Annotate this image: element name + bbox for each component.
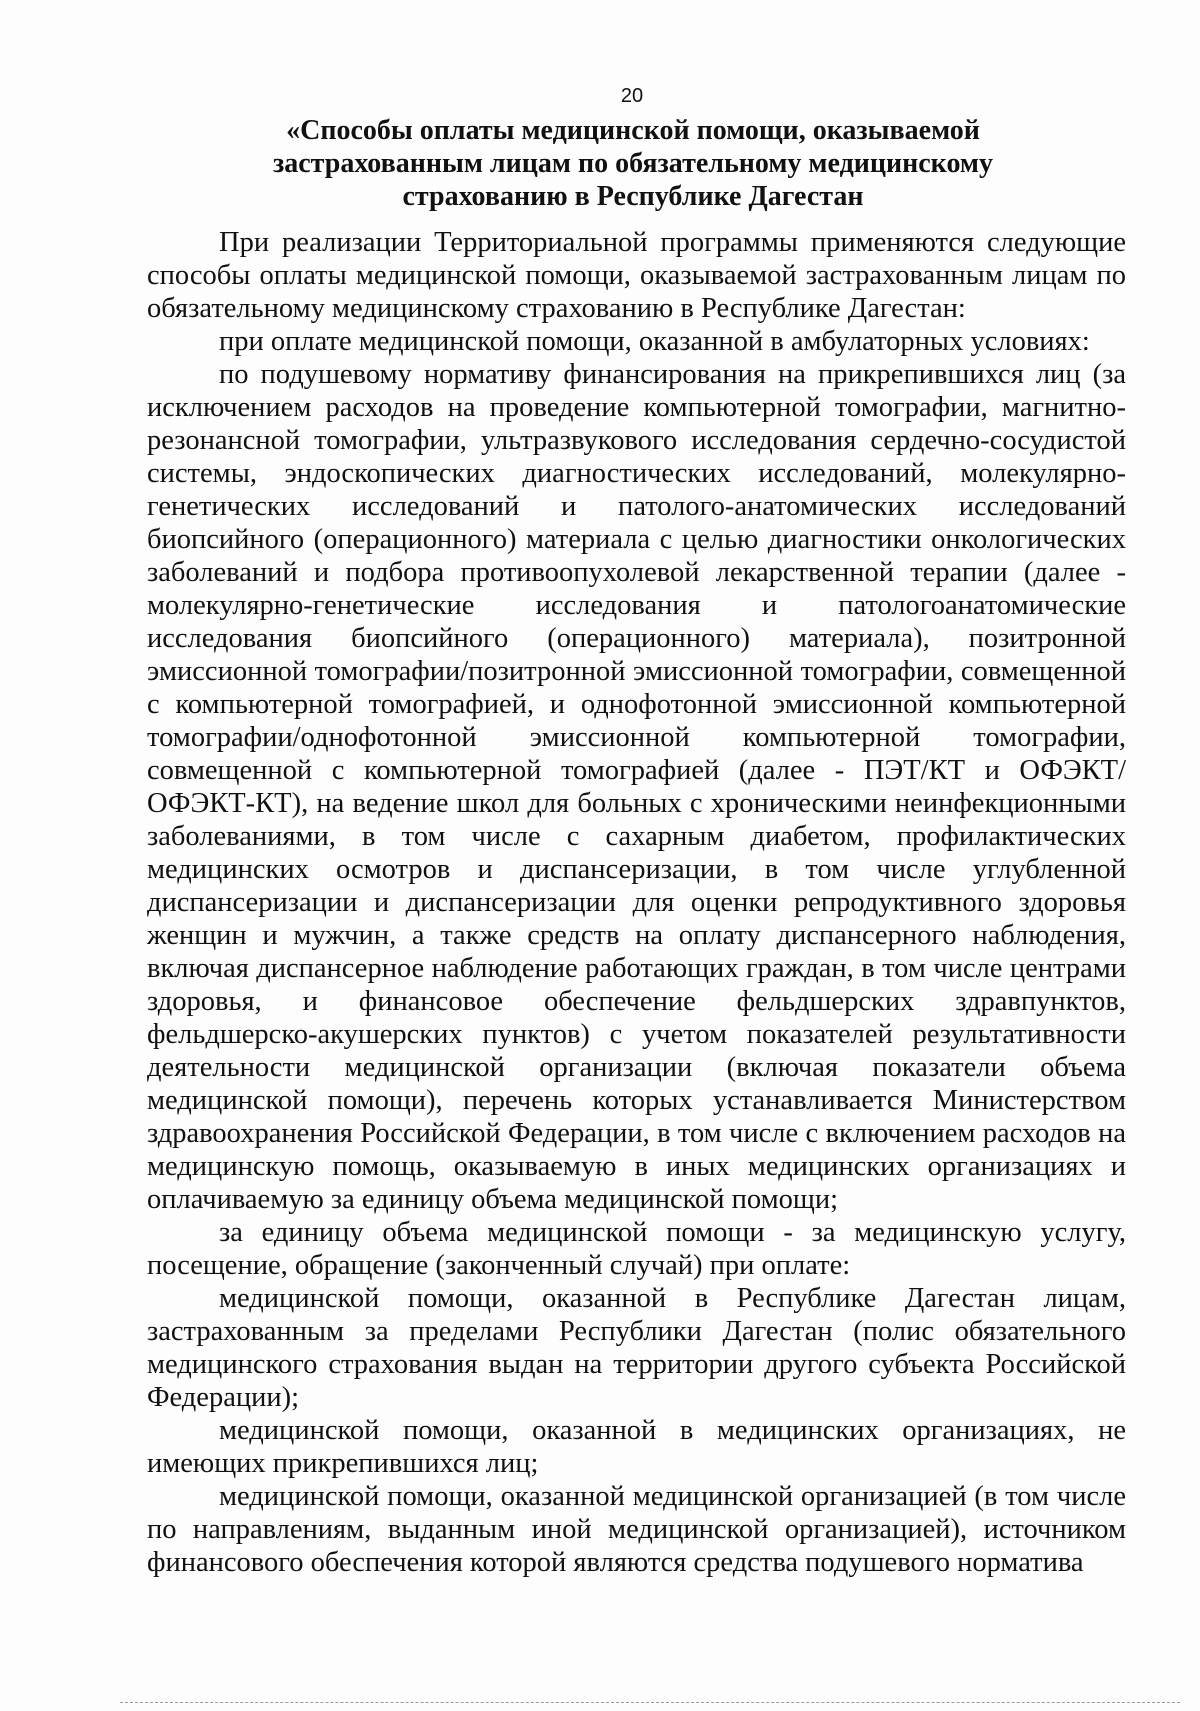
paragraph-referrals: медицинской помощи, оказанной медицинской организацией (в том числе по направлениям, выданным иной медицинской организацией), источником финансового обеспечения которой являются средства подушевого норматива bbox=[147, 1481, 1126, 1578]
paragraph-intro: При реализации Территориальной программы применяются следующие способы оплаты медицинской помощи, оказываемой застрахованным лицам по обязательному медицинскому страхованию в Республике Дагестан: bbox=[147, 227, 1126, 324]
section-heading bbox=[200, 114, 1066, 213]
paragraph-other-region: медицинской помощи, оказанной в Республике Дагестан лицам, застрахованным за пределами Республики Дагестан (полис обязательного медицинского страхования выдан на территории другого субъекта Российской Федерации); bbox=[147, 1283, 1126, 1413]
paragraph-no-attached: медицинской помощи, оказанной в медицинских организациях, не имеющих прикрепившихся лиц; bbox=[147, 1415, 1126, 1479]
paragraph-per-capita: по подушевому нормативу финансирования на прикрепившихся лиц (за исключением расходов на проведение компьютерной томографии, магнитно-резонансной томографии, ультразвукового исследования сердечно-сосудистой системы, эндоскопических диагностических исследований, молекулярно-генетических исследований и патолого-анатомических исследований биопсийного (операционного) материала с целью диагностики онкологических заболеваний и подбора противоопухолевой лекарственной терапии (далее - молекулярно-генетические исследования и патологоанатомические исследования биопсийного (операционного) материала), позитронной эмиссионной томографии/позитронной эмиссионной томографии, совмещенной с компьютерной томографией, и однофотонной эмиссионной компьютерной томографии/однофотонной эмиссионной компьютерной томографии, совмещенной с компьютерной томографией (далее - ПЭТ/КТ и ОФЭКТ/ОФЭКТ-КТ), на ведение школ для больных с хроническими неинфекционными заболеваниями, в том числе с сахарным диабетом, профилактических медицинских осмотров и диспансеризации, в том числе углубленной диспансеризации и диспансеризации для оценки репродуктивного здоровья женщин и мужчин, а также средств на оплату диспансерного наблюдения, включая диспансерное наблюдение работающих граждан, в том числе центрами здоровья, и финансовое обеспечение фельдшерских здравпунктов, фельдшерско-акушерских пунктов) с учетом показателей результативности деятельности медицинской организации (включая показатели объема медицинской помощи), перечень которых устанавливается Министерством здравоохранения Российской Федерации, в том числе с включением расходов на медицинскую помощь, оказываемую в иных медицинских организациях и оплачиваемую за единицу объема медицинской помощи; bbox=[147, 359, 1126, 1215]
page-number: 20 bbox=[620, 85, 644, 107]
scan-edge-line bbox=[120, 1702, 1180, 1703]
paragraph-ambulatory: при оплате медицинской помощи, оказанной в амбулаторных условиях: bbox=[219, 326, 1090, 357]
heading-line-1: «Способы оплаты медицинской помощи, оказываемой bbox=[286, 115, 980, 146]
heading-line-2: застрахованным лицам по обязательному медицинскому bbox=[273, 148, 993, 179]
body-text bbox=[147, 226, 1126, 1579]
paragraph-unit-volume: за единицу объема медицинской помощи - за медицинскую услугу, посещение, обращение (законченный случай) при оплате: bbox=[147, 1217, 1126, 1281]
heading-line-3: страхованию в Республике Дагестан bbox=[402, 181, 864, 212]
